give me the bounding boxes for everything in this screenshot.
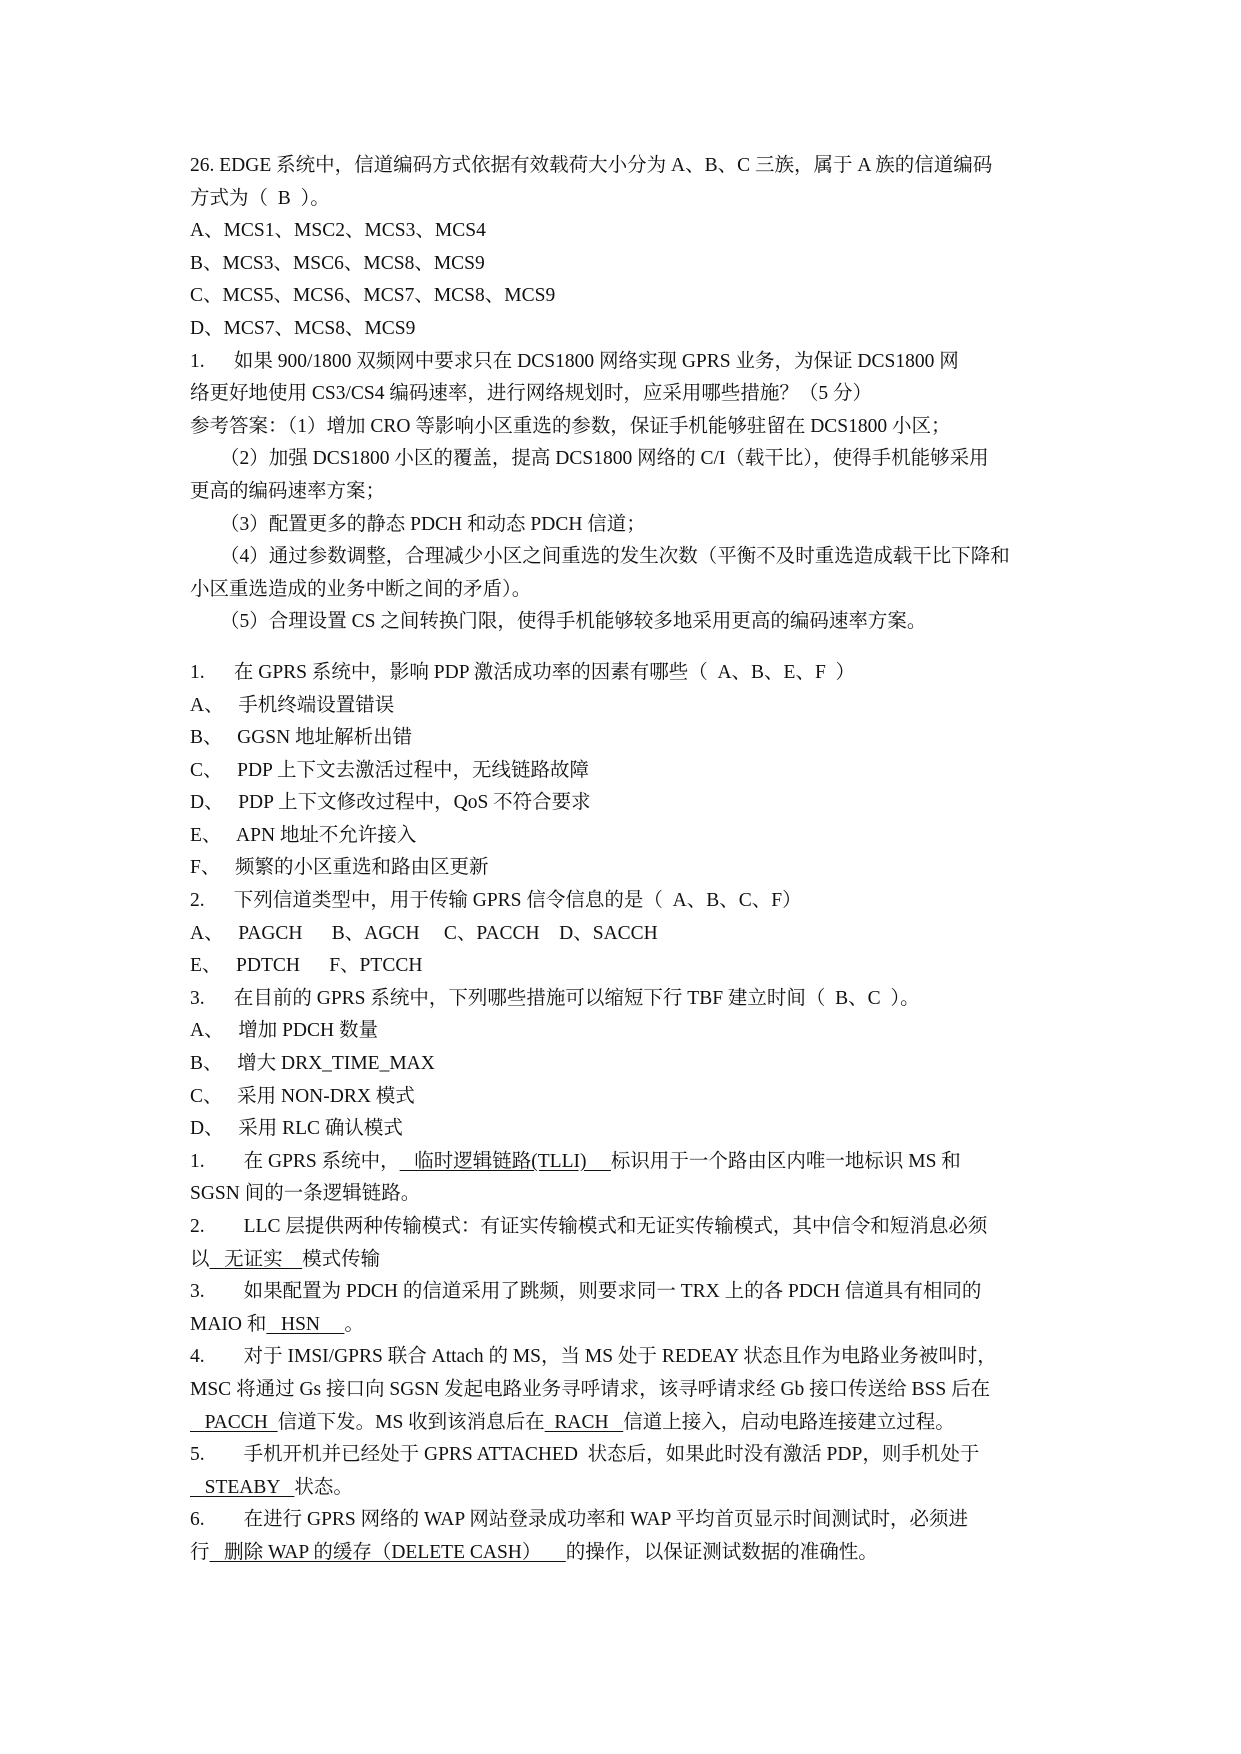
essay-answer-2b: 更高的编码速率方案； <box>190 480 386 502</box>
mc2-options-row1: A、 PAGCH B、AGCH C、PACCH D、SACCH <box>190 922 658 944</box>
mc3-option-a: A、 增加 PDCH 数量 <box>190 1020 378 1042</box>
essay-answer-1: 参考答案：（1）增加 CRO 等影响小区重选的参数，保证手机能够驻留在 DCS1800 小区； <box>190 415 951 437</box>
mc1-option-d: D、 PDP 上下文修改过程中，QoS 不符合要求 <box>190 792 591 814</box>
fill2-answer: 无证实 <box>209 1248 303 1270</box>
essay-question-line1: 1. 如果 900/1800 双频网中要求只在 DCS1800 网络实现 GPRS 业务，为保证 DCS1800 网 <box>190 350 959 372</box>
fill4-answer-1: PACCH <box>190 1411 278 1433</box>
q26-option-a: A、MCS1、MSC2、MCS3、MCS4 <box>190 220 486 242</box>
fill1-answer: 临时逻辑链路(TLLI) <box>399 1150 611 1172</box>
fill2-prefix: 以 <box>190 1248 210 1270</box>
fill3-line1: 3. 如果配置为 PDCH 的信道采用了跳频，则要求同一 TRX 上的各 PDCH 信道具有相同的 <box>190 1281 982 1303</box>
fill1-suffix: 标识用于一个路由区内唯一地标识 MS 和 <box>610 1150 961 1172</box>
fill1-prefix: 1. 在 GPRS 系统中， <box>190 1150 400 1172</box>
essay-answer-3: （3）配置更多的静态 PDCH 和动态 PDCH 信道； <box>220 513 646 535</box>
mc1-option-c: C、 PDP 上下文去激活过程中，无线链路故障 <box>190 759 590 781</box>
fill6-line1: 6. 在进行 GPRS 网络的 WAP 网站登录成功率和 WAP 平均首页显示时间测试时，必须进 <box>190 1509 969 1531</box>
mc3-option-b: B、 增大 DRX_TIME_MAX <box>190 1053 435 1075</box>
document-page <box>190 150 1060 1570</box>
fill5-suffix: 状态。 <box>294 1476 353 1498</box>
fill3-line2 <box>190 1309 1060 1342</box>
fill5-answer: STEABY <box>190 1476 295 1498</box>
mc2-question: 2. 下列信道类型中，用于传输 GPRS 信令信息的是（ A、B、C、F） <box>190 890 802 912</box>
fill3-suffix: 。 <box>344 1313 364 1335</box>
q26-option-c: C、MCS5、MCS6、MCS7、MCS8、MCS9 <box>190 285 556 307</box>
fill5-line1: 5. 手机开机并已经处于 GPRS ATTACHED 状态后，如果此时没有激活 PDP，则手机处于 <box>190 1444 980 1466</box>
mc3-option-d: D、 采用 RLC 确认模式 <box>190 1118 403 1140</box>
mc3-question: 3. 在目前的 GPRS 系统中，下列哪些措施可以缩短下行 TBF 建立时间（ B、C ）。 <box>190 987 920 1009</box>
fill4-answer-2: RACH <box>544 1411 624 1433</box>
fill4-line1: 4. 对于 IMSI/GPRS 联合 Attach 的 MS，当 MS 处于 REDEAY 状态且作为电路业务被叫时， <box>190 1346 997 1368</box>
q26-option-d: D、MCS7、MCS8、MCS9 <box>190 317 416 339</box>
essay-answer-4a: （4）通过参数调整，合理减少小区之间重选的发生次数（平衡不及时重选造成载干比下降和 <box>220 546 1010 568</box>
essay-question-line2: 络更好地使用 CS3/CS4 编码速率，进行网络规划时，应采用哪些措施？（5 分） <box>190 383 872 405</box>
mc1-question: 1. 在 GPRS 系统中，影响 PDP 激活成功率的因素有哪些（ A、B、E、F ） <box>190 661 856 683</box>
mc1-option-f: F、 频繁的小区重选和路由区更新 <box>190 857 489 879</box>
essay-answer-2a: （2）加强 DCS1800 小区的覆盖，提高 DCS1800 网络的 C/I（载干比），使得手机能够采用 <box>220 448 989 470</box>
section-gap <box>190 639 1060 657</box>
mc1-option-e: E、 APN 地址不允许接入 <box>190 824 417 846</box>
mc2-options-row2: E、 PDTCH F、PTCCH <box>190 955 423 977</box>
fill2-suffix: 模式传输 <box>302 1248 381 1270</box>
mc1-option-b: B、 GGSN 地址解析出错 <box>190 727 413 749</box>
fill1-line2: SGSN 间的一条逻辑链路。 <box>190 1183 421 1205</box>
fill6-prefix: 行 <box>190 1541 210 1563</box>
fill6-answer: 删除 WAP 的缓存（DELETE CASH） <box>209 1541 566 1563</box>
fill6-line2 <box>190 1537 1060 1570</box>
fill4-line2: MSC 将通过 Gs 接口向 SGSN 发起电路业务寻呼请求，该寻呼请求经 Gb 接口传送给 BSS 后在 <box>190 1378 991 1400</box>
fill2-line2 <box>190 1244 1060 1277</box>
mc3-option-c: C、 采用 NON-DRX 模式 <box>190 1085 415 1107</box>
fill1-line1 <box>190 1146 1060 1179</box>
essay-answer-4b: 小区重选造成的业务中断之间的矛盾）。 <box>190 578 532 600</box>
q26-option-b: B、MCS3、MSC6、MCS8、MCS9 <box>190 252 485 274</box>
fill4-suffix: 信道上接入，启动电路连接建立过程。 <box>623 1411 955 1433</box>
fill3-answer: HSN <box>266 1313 345 1335</box>
q26-line2: 方式为（ B ）。 <box>190 187 330 209</box>
fill2-line1: 2. LLC 层提供两种传输模式：有证实传输模式和无证实传输模式，其中信令和短消息必须 <box>190 1216 988 1237</box>
q26-line1: 26. EDGE 系统中，信道编码方式依据有效载荷大小分为 A、B、C 三族，属于 A 族的信道编码 <box>190 155 993 176</box>
mc1-option-a: A、 手机终端设置错误 <box>190 694 395 716</box>
fill5-line2 <box>190 1472 1060 1505</box>
fill6-suffix: 的操作，以保证测试数据的准确性。 <box>565 1541 878 1563</box>
fill4-middle: 信道下发。MS 收到该消息后在 <box>277 1411 545 1433</box>
fill3-prefix: MAIO 和 <box>190 1313 267 1335</box>
essay-answer-5: （5）合理设置 CS 之间转换门限，使得手机能够较多地采用更高的编码速率方案。 <box>220 611 927 633</box>
fill4-line3 <box>190 1407 1060 1440</box>
